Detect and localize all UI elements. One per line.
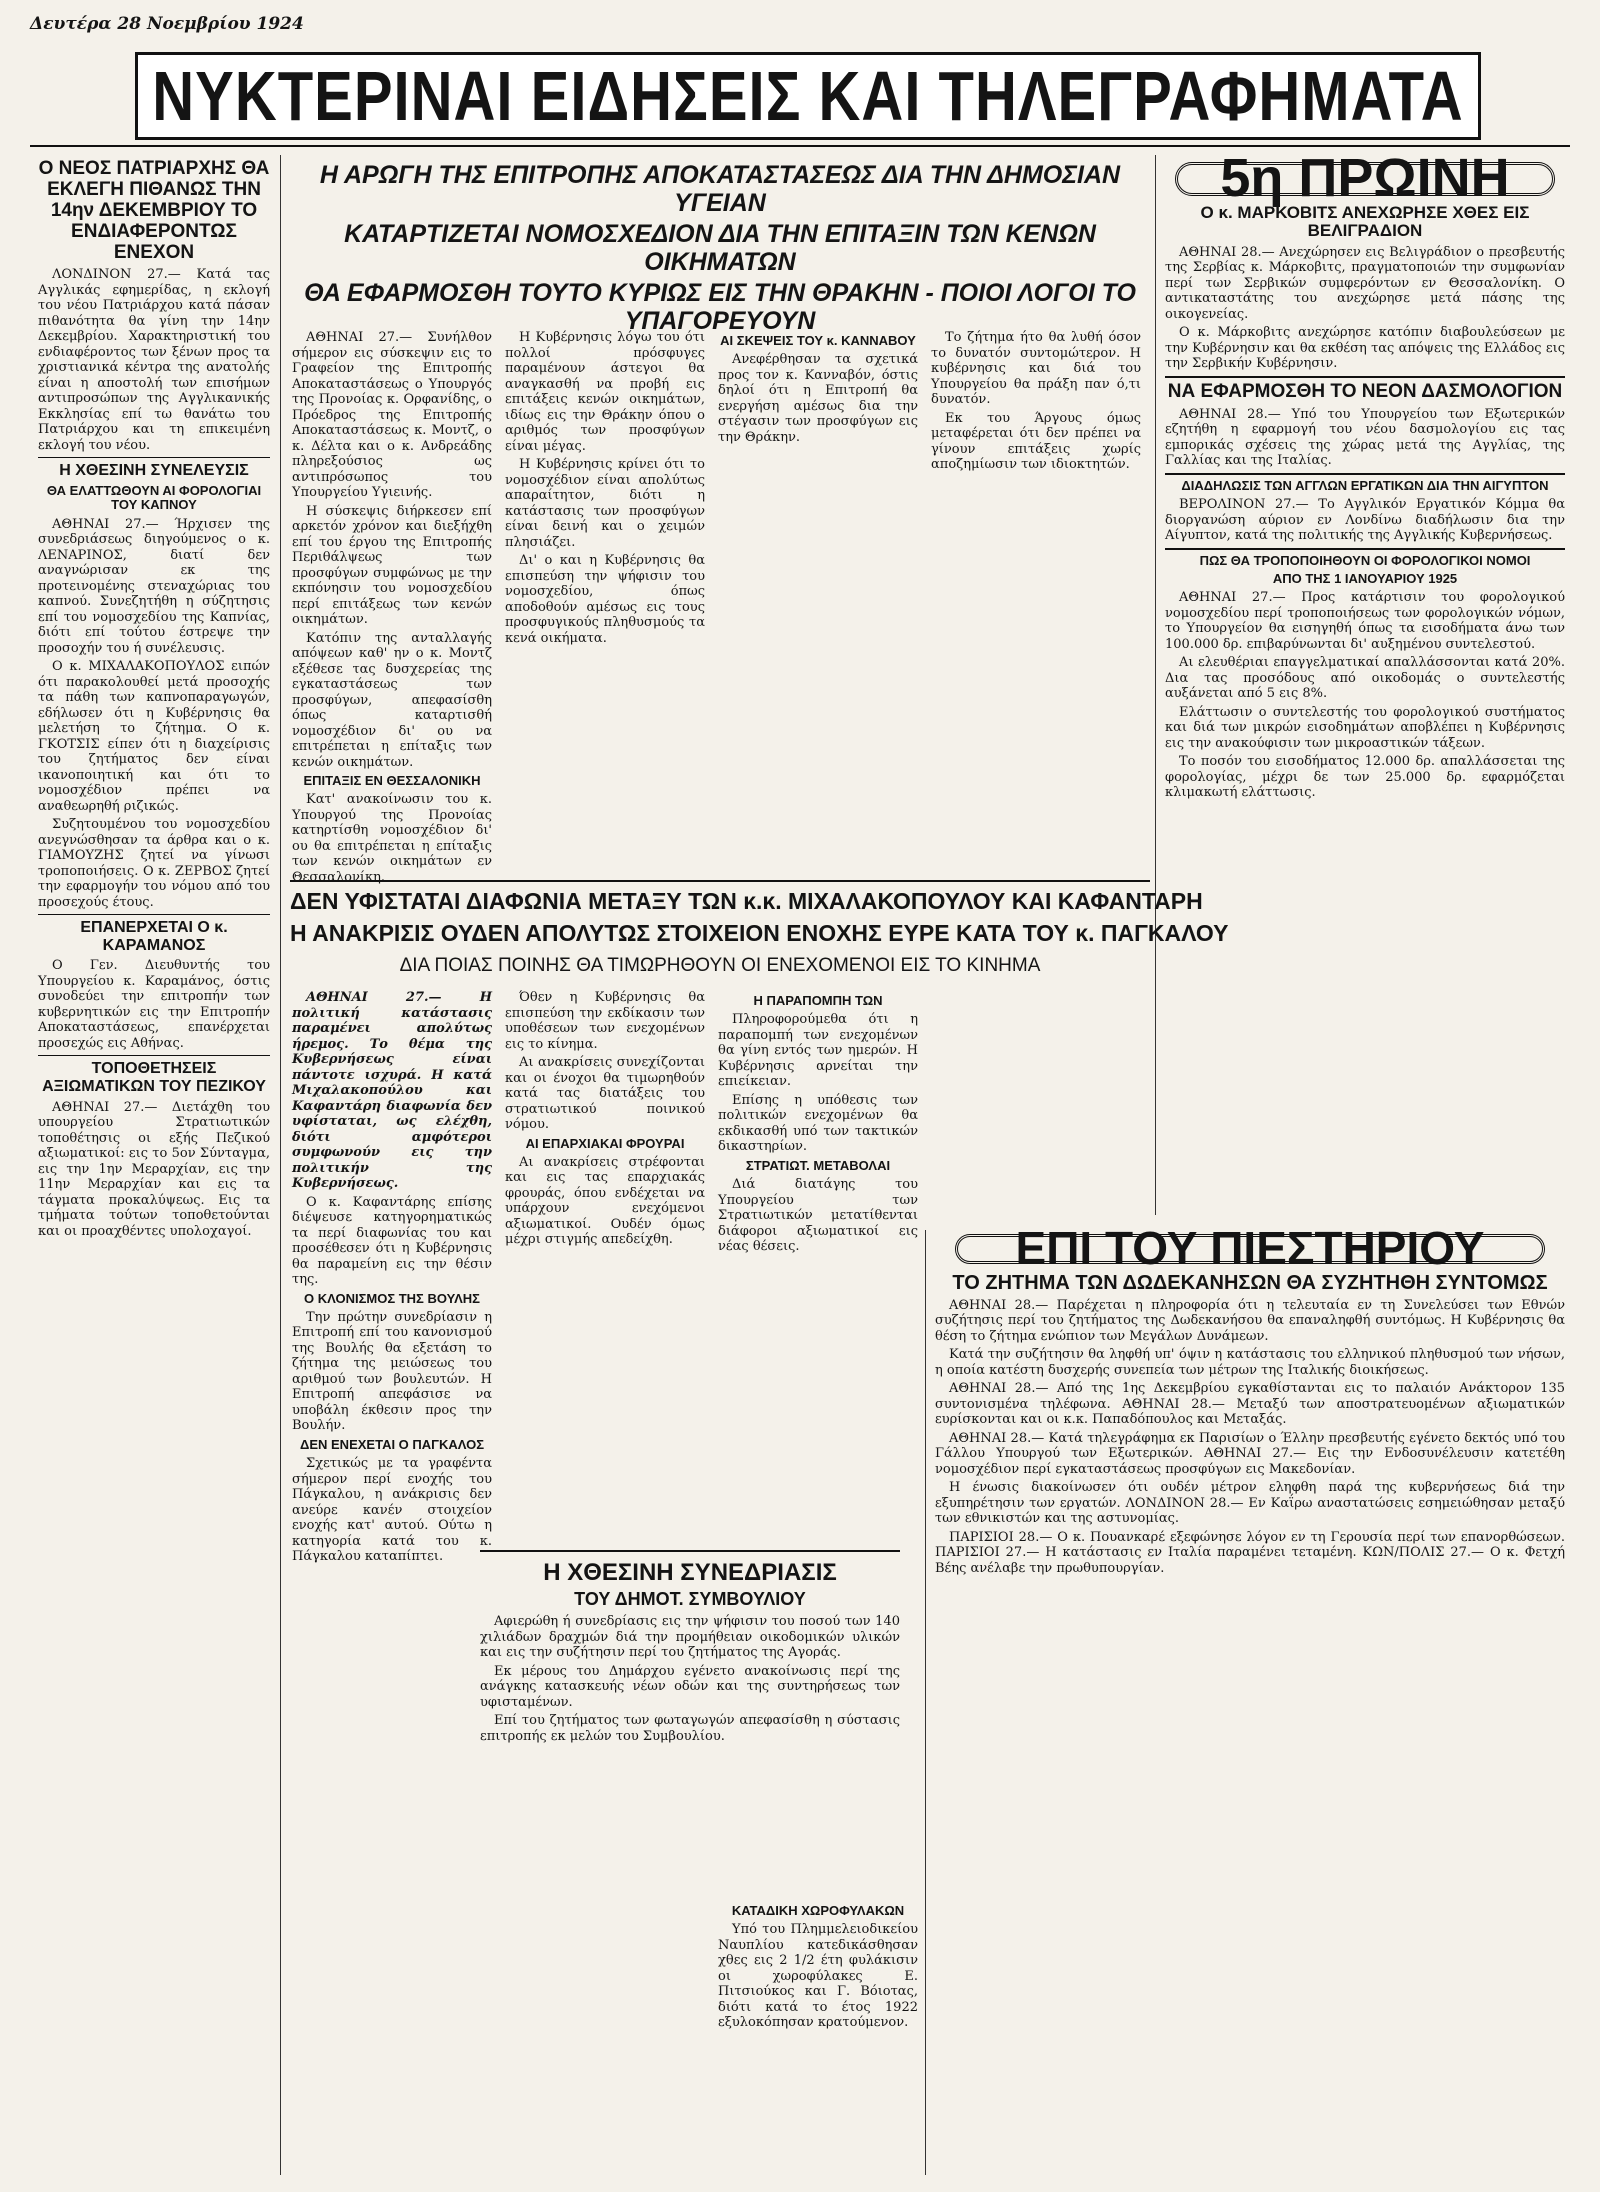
dateline: Δευτέρα 28 Νοεμβρίου 1924: [30, 14, 304, 34]
pangalos-text-8: Πληροφορούμεθα ότι η παραπομπή των ενεχομένων θα γίνη εντός των ημερών. Η Κυβέρνησις αρνείται την επιείκειαν.: [718, 1012, 918, 1090]
pangalos-text-5: Όθεν η Κυβέρνησις θα επισπεύση την εκδίκασιν των υποθέσεων των ενεχομένων εις το κίνημα.: [505, 990, 705, 1052]
karamanos-headline: ΕΠΑΝΕΡΧΕΤΑΙ Ο κ. ΚΑΡΑΜΑΝΟΣ: [38, 914, 270, 954]
assembly-headline: Η ΧΘΕΣΙΝΗ ΣΥΝΕΛΕΥΣΙΣ: [38, 457, 270, 480]
left-column: [38, 155, 270, 2175]
dodecanese-headline: ΤΟ ΖΗΤΗΜΑ ΤΩΝ ΔΩΔΕΚΑΝΗΣΩΝ ΘΑ ΣΥΖΗΤΗΘΗ ΣΥΝΤΟΜΩΣ: [952, 1271, 1548, 1294]
markovic-text-2: Ο κ. Μάρκοβιτς ανεχώρησε κατόπιν διαβουλεύσεων με την Κυβέρνησιν και θα εκθέση τας απόψεις της Ελλάδος εις την Σερβικήν Κυβέρνησιν.: [1165, 325, 1565, 372]
health-headline-2: ΚΑΤΑΡΤΙΖΕΤΑΙ ΝΟΜΟΣΧΕΔΙΟΝ ΔΙΑ ΤΗΝ ΕΠΙΤΑΞΙΝ ΤΩΝ ΚΕΝΩΝ ΟΙΚΗΜΑΤΩΝ: [344, 220, 1096, 276]
pangalos-col-3: [718, 990, 918, 1550]
transfers-subhead: ΣΤΡΑΤΙΩΤ. ΜΕΤΑΒΟΛΑΙ: [745, 1157, 891, 1173]
masthead: [135, 52, 1481, 140]
pangalos-text-1: ΑΘΗΝΑΙ 27.— Η πολιτική κατάστασις παραμένει απολύτως ήρεμος. Το θέμα της Κυβερνήσεως είναι πάντοτε ισχυρά. Η κατά Μιχαλακοπούλου και Καφαντάρη διαφωνία δεν υφίσταται, ως ελέχθη, διότι αμφότεροι συμφωνούν εις την πολιτικήν της Κυβερνήσεως.: [292, 990, 492, 1191]
health-text-10: Εκ του Άργους όμως μεταφέρεται ότι δεν πρέπει να γίνουν επιτάξεις χωρίς αποζημίωσιν των ιδιοκτητών.: [931, 410, 1141, 472]
health-col-3: [718, 330, 918, 870]
assembly-text-2: Ο κ. ΜΙΧΑΛΑΚΟΠΟΥΛΟΣ ειπών ότι παρακολουθεί μετά προσοχής τα πάθη των καπνοπαραγωγών, εδήλωσεν ότι η Κυβέρνησις θα μελετήση το ζήτημα. Ο κ. ΓΚΟΤΣΙΣ είπεν ότι η διαχείρισις του ζητήματος δεν είναι ικανοποιητική και ότι το νομοσχέδιον πρέπει να αναθεωρηθή ριζικώς.: [38, 659, 270, 814]
health-headline-3: ΘΑ ΕΦΑΡΜΟΣΘΗ ΤΟΥΤΟ ΚΥΡΙΩΣ ΕΙΣ ΤΗΝ ΘΡΑΚΗΝ - ΠΟΙΟΙ ΛΟΓΟΙ ΤΟ ΥΠΑΓΟΡΕΥΟΥΝ: [304, 279, 1136, 335]
markovic-text-1: ΑΘΗΝΑΙ 28.— Ανεχώρησεν εις Βελιγράδιον ο πρεσβευτής της Σερβίας κ. Μάρκοβιτς, πραγματοποιών την συμφωνίαν περί των Σερβικών συμφερόντων εν Θεσσαλονίκη. Ο αντικαταστάτης του ανεχώρησε μετά πάσης της οικογενείας.: [1165, 244, 1565, 322]
news-brief-3: Η ένωσις διακοίνωσεν ότι ουδέν μέτρον εληφθη παρά της κυβερνήσεως διά την εξυπηρέτησιν των εργατών. ΛΟΝΔΙΝΟΝ 28.— Εν Καΐρω αναστατώσεις εσημειώθησαν μεταξύ των εθνικιστών και της αστυνομίας.: [935, 1480, 1565, 1526]
tariff-headline: ΝΑ ΕΦΑΡΜΟΣΘΗ ΤΟ ΝΕΟΝ ΔΑΣΜΟΛΟΓΙΟΝ: [1165, 376, 1565, 403]
press-box-title: ΕΠΙ ΤΟΥ ΠΙΕΣΤΗΡΙΟΥ: [955, 1234, 1545, 1264]
garrisons-subhead: ΑΙ ΕΠΑΡΧΙΑΚΑΙ ΦΡΟΥΡΑΙ: [525, 1135, 685, 1151]
officers-headline: ΤΟΠΟΘΕΤΗΣΕΙΣ ΑΞΙΩΜΑΤΙΚΩΝ ΤΟΥ ΠΕΖΙΚΟΥ: [38, 1055, 270, 1095]
tax-text-2: Αι ελευθέριαι επαγγελματικαί απαλλάσσονται κατά 20%. Δια τας προσόδους από οικοδομάς ο συντελεστής αυξάνεται από 5 εις 8%.: [1165, 655, 1565, 702]
pangalos-text-9: Επίσης η υπόθεσις των πολιτικών ενεχομένων θα εκδικασθή υπό των τακτικών δικαστηρίων.: [718, 1092, 918, 1155]
tariff-text: ΑΘΗΝΑΙ 28.— Υπό του Υπουργείου των Εξωτερικών εζητήθη η εφαρμογή του νέου δασμολογίου εις τας εμπορικάς σχέσεις της χώρας μετά της Αγγλίας, της Γαλλίας και της Ιταλίας.: [1165, 406, 1565, 469]
news-brief-1: ΑΘΗΝΑΙ 28.— Από της 1ης Δεκεμβρίου εγκαθίστανται εις το παλαιόν Ανάκτορον 135 συντονισμένα τηλέφωνα. ΑΘΗΝΑΙ 28.— Μεταξύ των αποστρατευομένων αξιωματικών ευρίσκονται και οι κ.κ. Παπαδόπουλος και Μεταξάς.: [935, 1381, 1565, 1427]
masthead-title: ΝΥΚΤΕΡΙΝΑΙ ΕΙΔΗΣΕΙΣ ΚΑΙ ΤΗΛΕΓΡΑΦΗΜΑΤΑ: [152, 57, 1464, 135]
patriarch-headline: Ο ΝΕΟΣ ΠΑΤΡΙΑΡΧΗΣ ΘΑ ΕΚΛΕΓΗ ΠΙΘΑΝΩΣ ΤΗΝ 14ην ΔΕΚΕΜΒΡΙΟΥ ΤΟ ΕΝΔΙΑΦΕΡΟΝΤΩΣ ΕΝΕΧΟΝ: [38, 158, 270, 263]
health-text-6: Η Κυβέρνησις κρίνει ότι το νομοσχέδιον είναι απολύτως απαραίτητον, διότι η κατάστασις των προσφύγων είναι δεινή και ο χειμών πλησιάζει.: [505, 457, 705, 550]
health-text-2: Η σύσκεψις διήρκεσεν επί αρκετόν χρόνον και διεξήχθη επί του έργου της Επιτροπής Περιθάλψεως των προσφύγων συμφώνως με την εκπόνησιν του νομοσχεδίου περί επιτάξεως των κενών οικημάτων.: [292, 503, 492, 627]
council-rule: [480, 1550, 900, 1552]
egypt-headline: ΔΙΑΔΗΛΩΣΙΣ ΤΩΝ ΑΓΓΛΩΝ ΕΡΓΑΤΙΚΩΝ ΔΙΑ ΤΗΝ ΑΙΓΥΠΤΟΝ: [1165, 473, 1565, 493]
pangalos-text-7: Αι ανακρίσεις στρέφονται και εις τας επαρχιακάς φρουράς, όπου ενδέχεται να υπάρχουν ενεχόμενοι αξιωματικοί. Ουδέν όμως μέχρι στιγμής απεδείχθη.: [505, 1154, 705, 1248]
pangalos-col-1: [292, 990, 492, 1565]
health-text-3: Κατόπιν της ανταλλαγής απόψεων καθ' ην ο κ. Μοντζ εξέθεσε τας δυσχερείας της εγκαταστάσεως των προσφύγων, απεφασίσθη όπως καταρτισθή νομοσχέδιον δι' ου να επιτρέπεται η επίταξις των κενών οικημάτων.: [292, 630, 492, 770]
dodecanese-text-1: ΑΘΗΝΑΙ 28.— Παρέχεται η πληροφορία ότι η τελευταία εν τη Συνελεύσει των Εθνών συζήτησις περί του ζητήματος της Δωδεκανήσου θα επαναληφθή συντόμως. Η Κυβέρνησις θα θέση το ζήτημα ενώπιον των Μεγάλων Δυνάμεων.: [935, 1297, 1565, 1344]
gendarmes-section: [718, 1900, 918, 2170]
health-headlines: [290, 158, 1150, 335]
health-text-1: ΑΘΗΝΑΙ 27.— Συνήλθον σήμερον εις σύσκεψιν εις το Γραφείον της Επιτροπής Αποκαταστάσεως ο Υπουργός της Προνοίας κ. Ορφανίδης, ο Πρόεδρος της Επιτροπής Αποκαταστάσεως κ. Μοντζ, ο κ. Δέλτα και ο κ. Ανδρεάδης πληρεξούσιος ως αντιπρόσωπος του Υπουργείου Υγιεινής.: [292, 330, 492, 500]
health-text-9: Το ζήτημα ήτο θα λυθή όσον το δυνατόν συντομώτερον. Η κυβέρνησις και διά του Υπουργείου θα πράξη παν ό,τι δυνατόν.: [931, 330, 1141, 407]
news-brief-2: ΑΘΗΝΑΙ 28.— Κατά τηλεγράφημα εκ Παρισίων ο Έλλην πρεσβευτής εγένετο δεκτός υπό του Γάλλου Υπουργού των Εξωτερικών. ΑΘΗΝΑΙ 27.— Εις την Ενδοσυνέλευσιν κατετέθη νομοσχέδιον περί εγκαταστάσεως προσφύγων εις Μακεδονίαν.: [935, 1430, 1565, 1477]
health-col-2: [505, 330, 705, 870]
tax-headline: ΠΩΣ ΘΑ ΤΡΟΠΟΠΟΙΗΘΟΥΝ ΟΙ ΦΟΡΟΛΟΓΙΚΟΙ ΝΟΜΟΙ: [1165, 548, 1565, 568]
pangalos-col-2: [505, 990, 705, 1550]
column-rule-2: [1155, 155, 1156, 1215]
egypt-text: ΒΕΡΟΛΙΝΟΝ 27.— Το Αγγλικόν Εργατικόν Κόμμα θα διοργανώση αύριον εν Λονδίνω διαδήλωσιν δια την Αίγυπτον, κατά της πολιτικής της Αγγλικής Κυβερνήσεως.: [1165, 497, 1565, 544]
masthead-rule: [30, 145, 1570, 147]
pangalos-text-4: Σχετικώς με τα γραφέντα σήμερον περί ενοχής του Πάγκαλου, η ανάκρισις δεν ανεύρε κανέν στοιχείον ενοχής κατ' αυτού. Ούτω η κατηγορία κατά του κ. Πάγκαλου καταπίπτει.: [292, 1456, 492, 1565]
council-headline: Η ΧΘΕΣΙΝΗ ΣΥΝΕΔΡΙΑΣΙΣ: [543, 1559, 837, 1586]
council-text-1: Αφιερώθη ή συνεδρίασις εις την ψήφισιν του ποσού των 140 χιλιάδων δραχμών διά την προμήθειαν οικοδομικών υλικών και εις την συζήτησιν περί του ζητήματος της Αγοράς.: [480, 1614, 900, 1661]
pangalos-text-10: Διά διατάγης του Υπουργείου των Στρατιωτικών μετατίθενται διάφοροι αξιωματικοί εις νέας θέσεις.: [718, 1177, 918, 1255]
council-text-3: Επί του ζητήματος των φωταγωγών απεφασίσθη η σύστασις επιτροπής εκ μελών του Συμβουλίου.: [480, 1713, 900, 1744]
column-rule-3: [925, 1230, 926, 2175]
column-rule-1: [280, 155, 281, 2175]
health-headline-1: Η ΑΡΩΓΗ ΤΗΣ ΕΠΙΤΡΟΠΗΣ ΑΠΟΚΑΤΑΣΤΑΣΕΩΣ ΔΙΑ ΤΗΝ ΔΗΜΟΣΙΑΝ ΥΓΕΙΑΝ: [319, 161, 1121, 217]
morning-box-title: 5η ΠΡΩΙΝΗ: [1175, 162, 1555, 196]
pangalos-text-6: Αι ανακρίσεις συνεχίζονται και οι ένοχοι θα τιμωρηθούν κατά τας διατάξεις του στρατιωτικού ποινικού νόμου.: [505, 1055, 705, 1132]
parliament-subhead: Ο ΚΛΟΝΙΣΜΟΣ ΤΗΣ ΒΟΥΛΗΣ: [304, 1290, 480, 1306]
tax-subheadline: ΑΠΟ ΤΗΣ 1 ΙΑΝΟΥΑΡΙΟΥ 1925: [1272, 570, 1458, 586]
gendarmes-text: Υπό του Πλημμελειοδικείου Ναυπλίου κατεδικάσθησαν χθες εις 2 1/2 έτη φυλάκισιν οι χωροφύλακες Ε. Πιτσιούκος και Γ. Βόιοτας, διότι κατά το έτος 1922 εξυλοκόπησαν κρατούμενον.: [718, 1922, 918, 2031]
health-text-7: Δι' ο και η Κυβέρνησις θα επισπεύση την ψήφισιν του νομοσχεδίου, όπως αποδοθούν αμέσως εις τους προσφυγικούς πληθυσμούς τα κενά οικήματα.: [505, 553, 705, 646]
tax-text-1: ΑΘΗΝΑΙ 27.— Προς κατάρτισιν του φορολογικού νομοσχεδίου περί τροποποιήσεως των φορολογικών νόμων, το Υπουργείον θα εισηγηθή όπως τα εισοδήματα άνω των 100.000 δρ. επιβαρύνωνται δι' αυξημένου συντελεστού.: [1165, 590, 1565, 652]
penalty-headline: ΔΙΑ ΠΟΙΑΣ ΠΟΙΝΗΣ ΘΑ ΤΙΜΩΡΗΘΟΥΝ ΟΙ ΕΝΕΧΟΜΕΝΟΙ ΕΙΣ ΤΟ ΚΙΝΗΜΑ: [399, 955, 1041, 976]
health-text-8: Ανεφέρθησαν τα σχετικά προς τον κ. Κανναβόν, όστις δηλοί ότι η Επιτροπή θα ενεργήση αμέσως δια την στέγασιν των προσφύγων εις την Θράκην.: [718, 352, 918, 445]
assembly-text-3: Συζητουμένου του νομοσχεδίου ανεγνώσθησαν τα άρθρα και ο κ. ΓΙΑΜΟΥΖΗΣ ζητεί να γίνωσι τροποποιήσεις. Ο κ. ΖΕΡΒΟΣ ζητεί την εφαρμογήν του νόμου από του προσεχούς έτους.: [38, 817, 270, 910]
health-col-4: [931, 330, 1141, 870]
markovic-headline: Ο κ. ΜΑΡΚΟΒΙΤΣ ΑΝΕΧΩΡΗΣΕ ΧΘΕΣ ΕΙΣ ΒΕΛΙΓΡΑΔΙΟΝ: [1200, 202, 1530, 241]
right-column: [1165, 148, 1565, 1213]
disagreement-headline: ΔΕΝ ΥΦΙΣΤΑΤΑΙ ΔΙΑΦΩΝΙΑ ΜΕΤΑΞΥ ΤΩΝ κ.κ. ΜΙΧΑΛΑΚΟΠΟΥΛΟΥ ΚΑΙ ΚΑΦΑΝΤΑΡΗ: [290, 888, 1203, 914]
health-col-1: [292, 330, 492, 885]
officers-text: ΑΘΗΝΑΙ 27.— Διετάχθη του υπουργείου Στρατιωτικών τοποθέτησις οι εξής Πεζικού αξιωματικοί: εις το 5ον Σύνταγμα, εις την 1ην Μεραρχίαν, εις την 11ην Μεραρχίαν και εις τα τάγματα προκαλύψεως. Εις τα τμήματα τούτων τοποθετούνται και οι προαχθέντες υπολοχαγοί.: [38, 1099, 270, 1239]
council-subheadline: ΤΟΥ ΔΗΜΟΤ. ΣΥΜΒΟΥΛΙΟΥ: [574, 1589, 806, 1610]
news-brief-4: ΠΑΡΙΣΙΟΙ 28.— Ο κ. Πουανκαρέ εξεφώνησε λόγον εν τη Γερουσία περί των επανορθώσεων. ΠΑΡΙΣΙΟΙ 27.— Η κατάστασις εν Ιταλία παραμένει τεταμένη. ΚΩΝ/ΠΟΛΙΣ 27.— Ο κ. Φετχή Βέης ανέλαβε την πρωθυπουργίαν.: [935, 1529, 1565, 1576]
assembly-text-1: ΑΘΗΝΑΙ 27.— Ήρχισεν της συνεδριάσεως διηγούμενος ο κ. ΛΕΝΑΡΙΝΟΣ, διατί δεν αναγνώρισαν εκ της προτεινομένης στεναχώριας του καπνού. Συνεζητήθη η σύζητησις επί του νομοσχεδίου της Καπνίας, διότι επί τούτου έστρεψε την προσοχήν του ή συνέλευσις.: [38, 516, 270, 656]
assembly-subheadline: ΘΑ ΕΛΑΤΤΩΘΟΥΝ ΑΙ ΦΟΡΟΛΟΓΙΑΙ ΤΟΥ ΚΑΠΝΟΥ: [46, 483, 262, 513]
not-involved-subhead: ΔΕΝ ΕΝΕΧΕΤΑΙ Ο ΠΑΓΚΑΛΟΣ: [300, 1436, 484, 1452]
referral-subhead: Η ΠΑΡΑΠΟΜΠΗ ΤΩΝ: [753, 993, 883, 1008]
council-text-2: Εκ μέρους του Δημάρχου εγένετο ανακοίνωσις περί της ανάγκης κατασκευής νέων οδών και της συντηρήσεως των υφισταμένων.: [480, 1663, 900, 1710]
pangalos-headline: Η ΑΝΑΚΡΙΣΙΣ ΟΥΔΕΝ ΑΠΟΛΥΤΩΣ ΣΤΟΙΧΕΙΟΝ ΕΝΟΧΗΣ ΕΥΡΕ ΚΑΤΑ ΤΟΥ κ. ΠΑΓΚΑΛΟΥ: [290, 920, 1229, 946]
band-rule-top: [290, 880, 1150, 882]
karamanos-text: Ο Γεν. Διευθυντής του Υπουργείου κ. Καραμάνος, όστις συνοδεύει την επιτροπήν των κυβερνητικών εις την Επιτροπήν Αποκαταστάσεως, επανέρχεται προσεχώς εις Αθήνας.: [38, 958, 270, 1051]
dodecanese-text-2: Κατά την συζήτησιν θα ληφθή υπ' όψιν η κατάστασις του ελληνικού πληθυσμού των νήσων, η οποία κατέστη δυσχερής συνεπεία των μέτρων της Ιταλικής διοικήσεως.: [935, 1347, 1565, 1378]
tax-text-4: Το ποσόν του εισοδήματος 12.000 δρ. απαλλάσσεται της φορολογίας, μέχρι δε των 25.000 δρ. εφαρμόζεται κλιμακωτή ελάττωσις.: [1165, 754, 1565, 801]
tax-text-3: Ελάττωσιν ο συντελεστής του φορολογικού συστήματος και διά των μικρών εισοδημάτων αποβλέπει η Κυβέρνησις εις την ανακούφισιν των μικροαστικών τάξεων.: [1165, 704, 1565, 751]
health-text-4: Κατ' ανακοίνωσιν του κ. Υπουργού της Προνοίας κατηρτίσθη νομοσχέδιον δι' ου θα επιτρέπεται η επίταξις των κενών οικημάτων εν Θεσσαλονίκη.: [292, 792, 492, 885]
gendarmes-headline: ΚΑΤΑΔΙΚΗ ΧΩΡΟΦΥΛΑΚΩΝ: [731, 1903, 905, 1918]
press-section: [935, 1222, 1565, 2175]
kannavos-subhead: ΑΙ ΣΚΕΨΕΙΣ ΤΟΥ κ. ΚΑΝΝΑΒΟΥ: [720, 333, 916, 348]
patriarch-text: ΛΟΝΔΙΝΟΝ 27.— Κατά τας Αγγλικάς εφημερίδας, η εκλογή του νέου Πατριάρχου κατά πάσαν πιθανότητα θα γίνη την 14ην Δεκεμβρίου. Χαρακτηριστική του ενδιαφέροντος των ξένων προς τα χριστιανικά κέντρα της ανατολής είναι η αποστολή των επισήμων αντιπροσώπων της Αγγλικανικής Εκκλησίας επί τω θανάτω του Πατριάρχου και τη επικειμένη εκλογή του νέου.: [38, 267, 270, 453]
pangalos-text-3: Την πρώτην συνεδρίασιν η Επιτροπή επί του κανονισμού της Βουλής θα εξετάση το ζήτημα της μειώσεως του αριθμού των βουλευτών. Η Επιτροπή απεφάσισε να υποβάλη έκθεσιν προς την Βουλήν.: [292, 1309, 492, 1434]
health-text-5: Η Κυβέρνησις λόγω του ότι πολλοί πρόσφυγες παραμένουν άστεγοι θα αναγκασθή να προβή εις επιτάξεις κενών οικημάτων, ιδίως εις την Θράκην όπου ο αριθμός των προσφύγων είναι μέγας.: [505, 330, 705, 454]
thessaloniki-subhead: ΕΠΙΤΑΞΙΣ ΕΝ ΘΕΣΣΑΛΟΝΙΚΗ: [303, 773, 481, 788]
pangalos-text-2: Ο κ. Καφαντάρης επίσης διέψευσε κατηγορηματικώς τα περί διαφωνίας του και προσέθεσεν ότι η Κυβέρνησις θα παραμείνη εις την θέσιν της.: [292, 1194, 492, 1287]
